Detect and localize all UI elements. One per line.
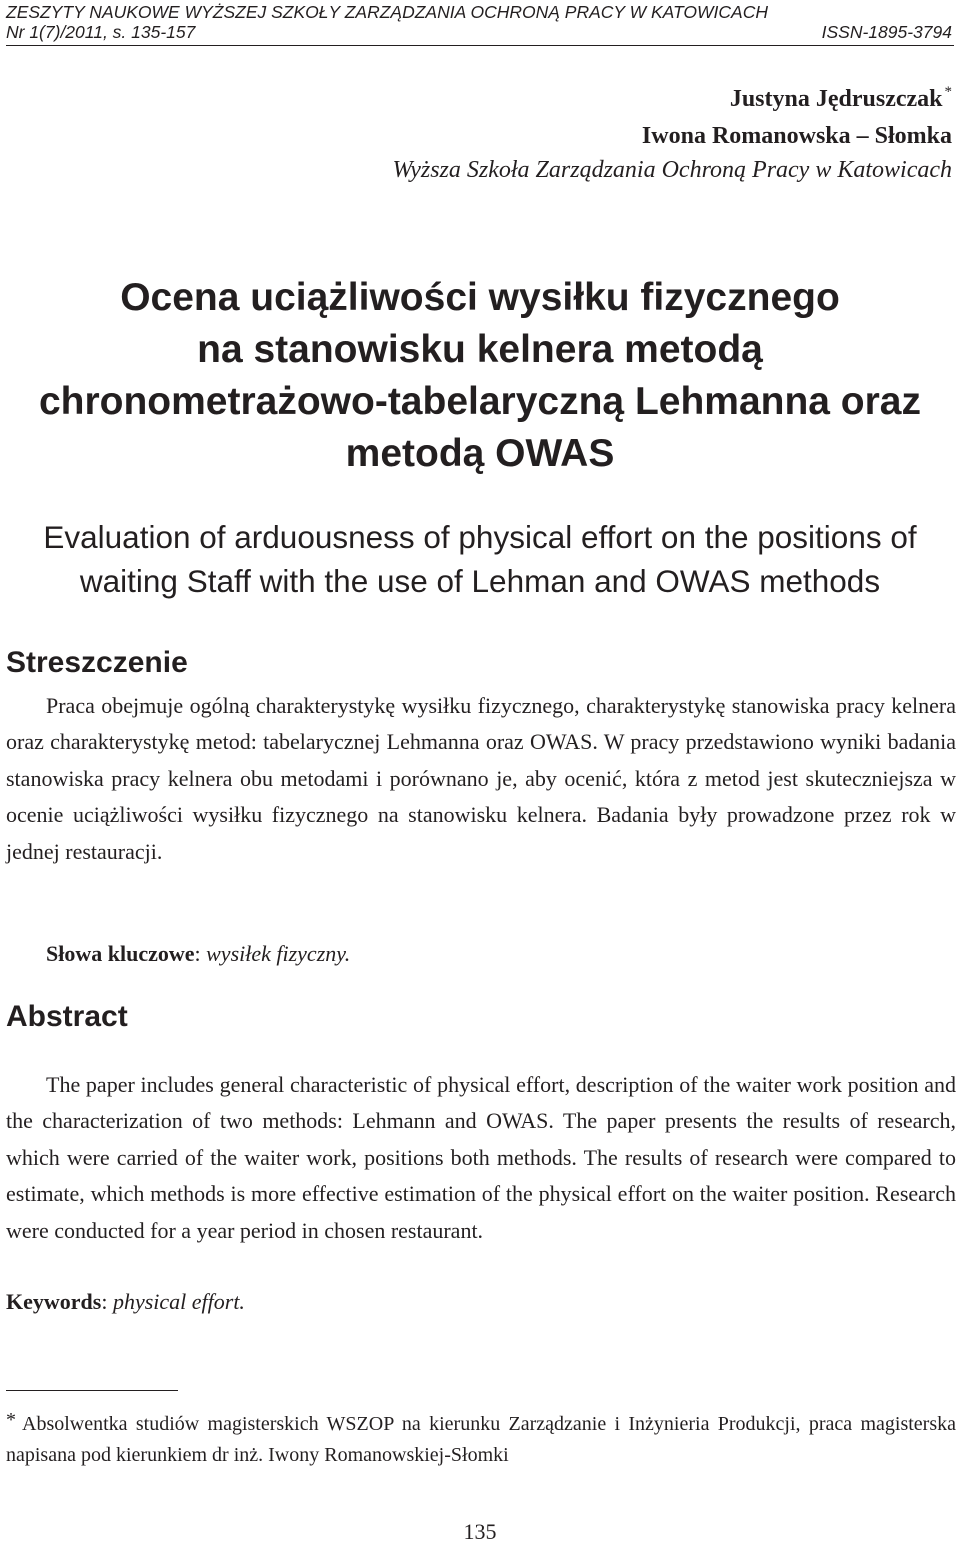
title-polish-line-2: na stanowisku kelnera metodą (197, 328, 763, 371)
footnote-text: Absolwentka studiów magisterskich WSZOP na kierunku Zarządzanie i Inżynieria Produkcji, praca magisterska napisana pod kierunkiem dr inż. Iwony Romanowskiej-Słomki (6, 1413, 956, 1466)
author-2: Iwona Romanowska – Słomka (641, 123, 952, 149)
keywords-en-value: physical effort. (112, 1289, 245, 1314)
footnote-mark: * (6, 1409, 16, 1431)
issue-line (6, 22, 952, 42)
journal-title: ZESZYTY NAUKOWE WYŻSZEJ SZKOŁY ZARZĄDZANIA OCHRONĄ PRACY W KATOWICACH (6, 2, 768, 22)
keywords-en-label: Keywords (6, 1289, 102, 1314)
issn: ISSN-1895-3794 (821, 22, 952, 42)
keywords-pl-label: Słowa kluczowe (46, 941, 195, 966)
keywords-pl-value: wysiłek fizyczny. (206, 941, 351, 966)
title-polish-line-3: chronometrażowo-tabelaryczną Lehmanna oraz (38, 380, 922, 423)
streszczenie-text: Praca obejmuje ogólną charakterystykę wysiłku fizycznego, charakterystykę stanowiska pracy kelnera oraz charakterystykę metod: tabelarycznej Lehmanna oraz OWAS. W pracy przedstawiono wyniki badania stanowiska pracy kelnera obu metodami i porównano je, aby ocenić, która z metod jest skuteczniejsza w ocenie uciążliwości wysiłku fizycznego na stanowisku kelnera. Badania były prowadzone przez rok w jednej restauracji. (6, 693, 956, 864)
keywords-pl: Słowa kluczowe: wysiłek fizyczny. (46, 941, 351, 966)
author-1-name: Justyna Jędruszczak (729, 86, 943, 112)
footnote-rule (6, 1390, 178, 1391)
affiliation: Wyższa Szkoła Zarządzania Ochroną Pracy w Katowicach (392, 157, 952, 183)
title-polish-line-4: metodą OWAS (345, 432, 615, 475)
footnote (6, 1405, 956, 1471)
header-rule (6, 45, 954, 46)
author-1-footnote-mark: * (944, 84, 952, 100)
author-1 (392, 74, 952, 118)
author-block (392, 74, 952, 185)
title-polish (0, 272, 960, 480)
abstract-heading: Abstract (6, 1000, 128, 1033)
title-polish-line-1: Ocena uciążliwości wysiłku fizycznego (120, 276, 840, 319)
keywords-en: Keywords: physical effort. (6, 1289, 245, 1314)
title-english-line-1: Evaluation of arduousness of physical effort on the positions of (43, 519, 917, 555)
page-number: 135 (463, 1519, 497, 1544)
streszczenie-heading: Streszczenie (6, 646, 188, 679)
title-english (0, 515, 960, 603)
title-english-line-2: waiting Staff with the use of Lehman and OWAS methods (79, 563, 881, 599)
abstract-text: The paper includes general characteristic of physical effort, description of the waiter work position and the characterization of two methods: Lehmann and OWAS. The paper presents the results of research, which were carried of the waiter work, positions both methods. The results of research were compared to estimate, which methods is more effective estimation of the physical effort on the waiter position. Research were conducted for a year period in chosen restaurant. (6, 1072, 956, 1243)
issue-info: Nr 1(7)/2011, s. 135-157 (6, 22, 196, 42)
